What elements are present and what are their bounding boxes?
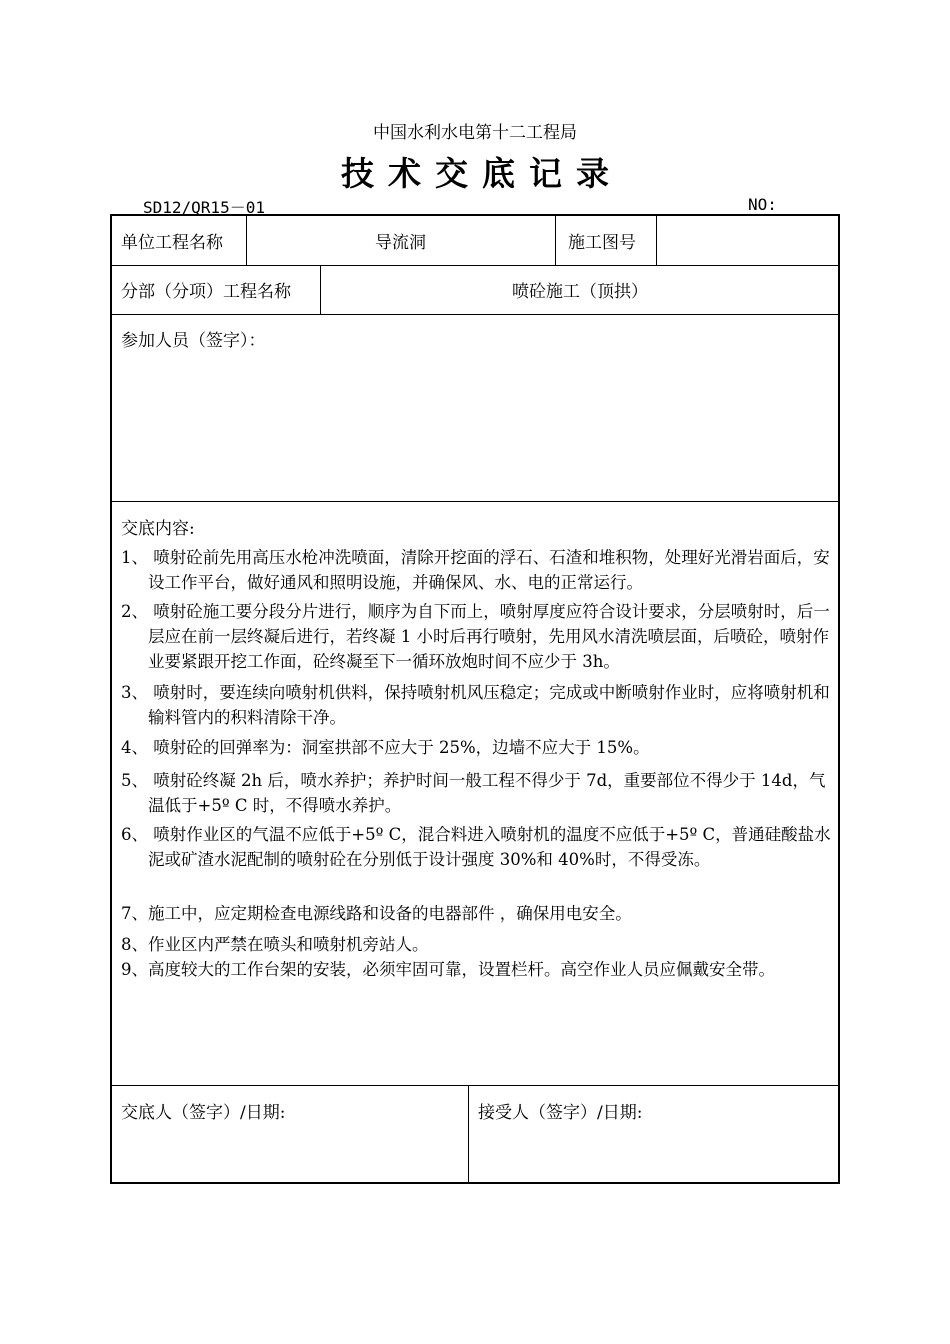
- list-item: 7、施工中，应定期检查电源线路和设备的电器部件 ，确保用电安全。: [121, 904, 632, 923]
- list-item: 8、作业区内严禁在喷头和喷射机旁站人。: [121, 935, 429, 954]
- sub-project-label: 分部（分项）工程名称: [121, 282, 291, 302]
- row-divider: [112, 314, 838, 315]
- receiver-signature-area[interactable]: [470, 1126, 838, 1182]
- drawing-number-value[interactable]: [660, 216, 836, 265]
- participants-signature-area[interactable]: [112, 356, 838, 496]
- col-divider: [555, 216, 556, 265]
- list-item: 1、 喷射砼前先用高压水枪冲洗喷面，清除开挖面的浮石、石渣和堆积物，处理好光滑岩面后，安设工作平台，做好通风和照明设施，并确保风、水、电的正常运行。: [121, 548, 830, 592]
- giver-signature-area[interactable]: [112, 1126, 467, 1182]
- drawing-number-label: 施工图号: [568, 233, 636, 253]
- list-item: 9、高度较大的工作台架的安装，必须牢固可靠，设置栏杆。高空作业人员应佩戴安全带。: [121, 960, 775, 979]
- page-title: 技术交底记录: [341, 154, 623, 193]
- col-divider: [468, 1085, 469, 1184]
- list-item: 3、 喷射时，要连续向喷射机供料，保持喷射机风压稳定；完成或中断喷射作业时，应将喷射机和输料管内的积料清除干净。: [121, 683, 830, 727]
- row-divider: [112, 1085, 838, 1086]
- form-code: SD12/QR15－01: [143, 198, 265, 217]
- participants-label: 参加人员（签字）：: [121, 331, 266, 351]
- record-table: [110, 214, 840, 1184]
- row-divider: [112, 501, 838, 502]
- receiver-signature-label: 接受人（签字）/日期:: [478, 1103, 643, 1123]
- col-divider: [656, 216, 657, 265]
- list-item: 2、 喷射砼施工要分段分片进行，顺序为自下而上，喷射厚度应符合设计要求，分层喷射时，后一层应在前一层终凝后进行，若终凝 1 小时后再行喷射，先用风水清洗喷层面，后喷砼，喷射作业要紧跟开挖工作面，砼终凝至下一循环放炮时间不应少于 3h。: [121, 602, 830, 671]
- content-label: 交底内容:: [121, 519, 195, 539]
- organization-name: 中国水利水电第十二工程局: [373, 123, 577, 143]
- list-item: 4、 喷射砼的回弹率为：洞室拱部不应大于 25%，边墙不应大于 15%。: [121, 738, 650, 757]
- giver-signature-label: 交底人（签字）/日期:: [121, 1103, 286, 1123]
- list-item: 5、 喷射砼终凝 2h 后，喷水养护；养护时间一般工程不得少于 7d，重要部位不得少于 14d，气温低于+5º C 时，不得喷水养护。: [121, 771, 826, 815]
- list-item: 6、 喷射作业区的气温不应低于+5º C，混合料进入喷射机的温度不应低于+5º C，普通硅酸盐水泥或矿渣水泥配制的喷射砼在分别低于设计强度 30%和 40%时，不得受冻。: [121, 825, 831, 869]
- sub-project-value[interactable]: 喷砼施工（顶拱）: [512, 282, 648, 302]
- record-number-label: NO:: [748, 195, 777, 214]
- unit-project-value[interactable]: 导流洞: [375, 233, 426, 253]
- unit-project-label: 单位工程名称: [121, 233, 223, 253]
